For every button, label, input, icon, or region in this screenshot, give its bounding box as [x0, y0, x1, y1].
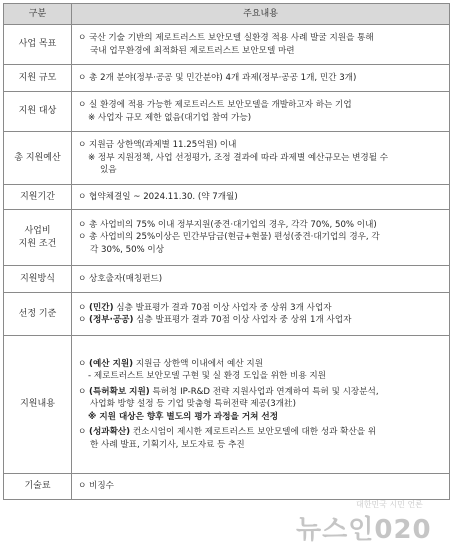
row-label: 사업 목표 — [4, 25, 72, 65]
content-line: ㅇ (성과확산) 컨소시엄이 제시한 제로트러스트 보안모델에 대한 성과 확산을 위 — [78, 427, 377, 438]
content-line: ㅇ 실 환경에 적용 가능한 제로트러스트 보안모델을 개발하고자 하는 기업 — [78, 100, 352, 110]
row-label: 지원내용 — [4, 336, 72, 474]
content-line: ㅇ 협약체결일 ~ 2024.11.30. (약 7개월) — [78, 191, 238, 202]
table-header-row — [4, 4, 450, 25]
content-line: ㅇ (예산 지원) 지원금 상한액 이내에서 예산 지원 — [78, 358, 263, 369]
content-line: ㅇ 국산 기술 기반의 제로트러스트 보안모델 실환경 적용 사례 발굴 지원을 통해 — [78, 33, 374, 43]
content-line: ㅇ 지원금 상한액(과제별 11.25억원) 이내 — [78, 140, 237, 151]
header-category: 구분 — [4, 4, 72, 25]
content-line: ㅇ 상호출자(매칭펀드) — [78, 273, 163, 284]
row-content — [72, 65, 450, 92]
content-line-rest: 심층 발표평가 결과 70점 이상 사업자 중 상위 1개 사업자 — [133, 315, 352, 325]
row-content — [72, 266, 450, 293]
content-line: ※ 지원 대상은 향후 별도의 평가 과정을 거쳐 선정 — [88, 411, 279, 422]
row-content — [72, 25, 450, 65]
row-label-line: 지원 조건 — [18, 238, 57, 249]
table-row — [4, 185, 450, 210]
content-line: ㅇ 총 사업비의 75% 이내 정부지원(중견·대기업의 경우, 각각 70%, 50% 이내) — [78, 219, 377, 230]
content-line: ㅇ (정부·공공) 심층 발표평가 결과 70점 이상 사업자 중 상위 1개 사업자 — [78, 315, 352, 325]
content-line: 각 30%, 50% 이상 — [90, 244, 165, 255]
support-overview-table — [3, 3, 450, 500]
content-line: ㅇ 총 사업비의 25%이상은 민간부담금(현금+현물) 편성(중견·대기업의 경우, 각 — [78, 232, 380, 243]
row-label: 선정 기준 — [4, 293, 72, 336]
table-row — [4, 92, 450, 132]
content-line: ※ 정부 지원정책, 사업 선정평가, 조정 결과에 따라 과제별 예산규모는 변경될 수 — [88, 152, 389, 163]
table-row — [4, 336, 450, 474]
row-content — [72, 336, 450, 474]
content-line: ㅇ 비징수 — [78, 481, 114, 492]
content-line: ㅇ (민간) 심층 발표평가 결과 70점 이상 사업자 중 상위 3개 사업자 — [78, 302, 332, 313]
content-line: - 제로트러스트 보안모델 구현 및 실 환경 도입을 위한 비용 지원 — [88, 371, 326, 382]
row-label: 총 지원예산 — [4, 132, 72, 185]
content-line: ㅇ 총 2개 분야(정부·공공 및 민간분야) 4개 과제(정부·공공 1개, 민간 3개) — [78, 72, 357, 83]
row-content — [72, 92, 450, 132]
watermark-text: 뉴스인020 — [296, 515, 432, 545]
watermark-logo — [296, 499, 446, 547]
row-label: 지원기간 — [4, 185, 72, 210]
table-row — [4, 132, 450, 185]
watermark-subtext: 대한민국 시민 언론 — [356, 500, 423, 509]
row-label: 지원 규모 — [4, 65, 72, 92]
table-row — [4, 474, 450, 500]
table-row — [4, 210, 450, 266]
row-label: 지원 대상 — [4, 92, 72, 132]
table-row — [4, 25, 450, 65]
content-line-rest: 심층 발표평가 결과 70점 이상 사업자 중 상위 3개 사업자 — [113, 302, 332, 313]
row-content — [72, 474, 450, 500]
row-content — [72, 185, 450, 210]
row-content — [72, 132, 450, 185]
table-row — [4, 266, 450, 293]
content-line: ㅇ (특허확보 지원) 특허청 IP-R&D 전략 지원사업과 연계하여 특허 및 시장분석, — [78, 386, 379, 397]
row-content — [72, 293, 450, 336]
table-row — [4, 293, 450, 336]
content-line: 한 사례 발표, 기획기사, 보도자료 등 추진 — [90, 439, 245, 450]
content-line: 사업화 방향 설정 등 기업 맞춤형 특허전략 제공(3개社) — [90, 399, 296, 410]
row-label: 기술료 — [4, 474, 72, 500]
row-content — [72, 210, 450, 266]
content-line: 국내 업무환경에 최적화된 제로트러스트 보안모델 마련 — [90, 45, 295, 56]
row-label — [4, 210, 72, 266]
header-content: 주요내용 — [72, 4, 450, 25]
row-label: 지원방식 — [4, 266, 72, 293]
content-line: ※ 사업자 규모 제한 없음(대기업 참여 가능) — [88, 112, 252, 123]
table-row — [4, 65, 450, 92]
content-line: 있음 — [100, 165, 117, 176]
row-label-line: 사업비 — [24, 226, 51, 236]
